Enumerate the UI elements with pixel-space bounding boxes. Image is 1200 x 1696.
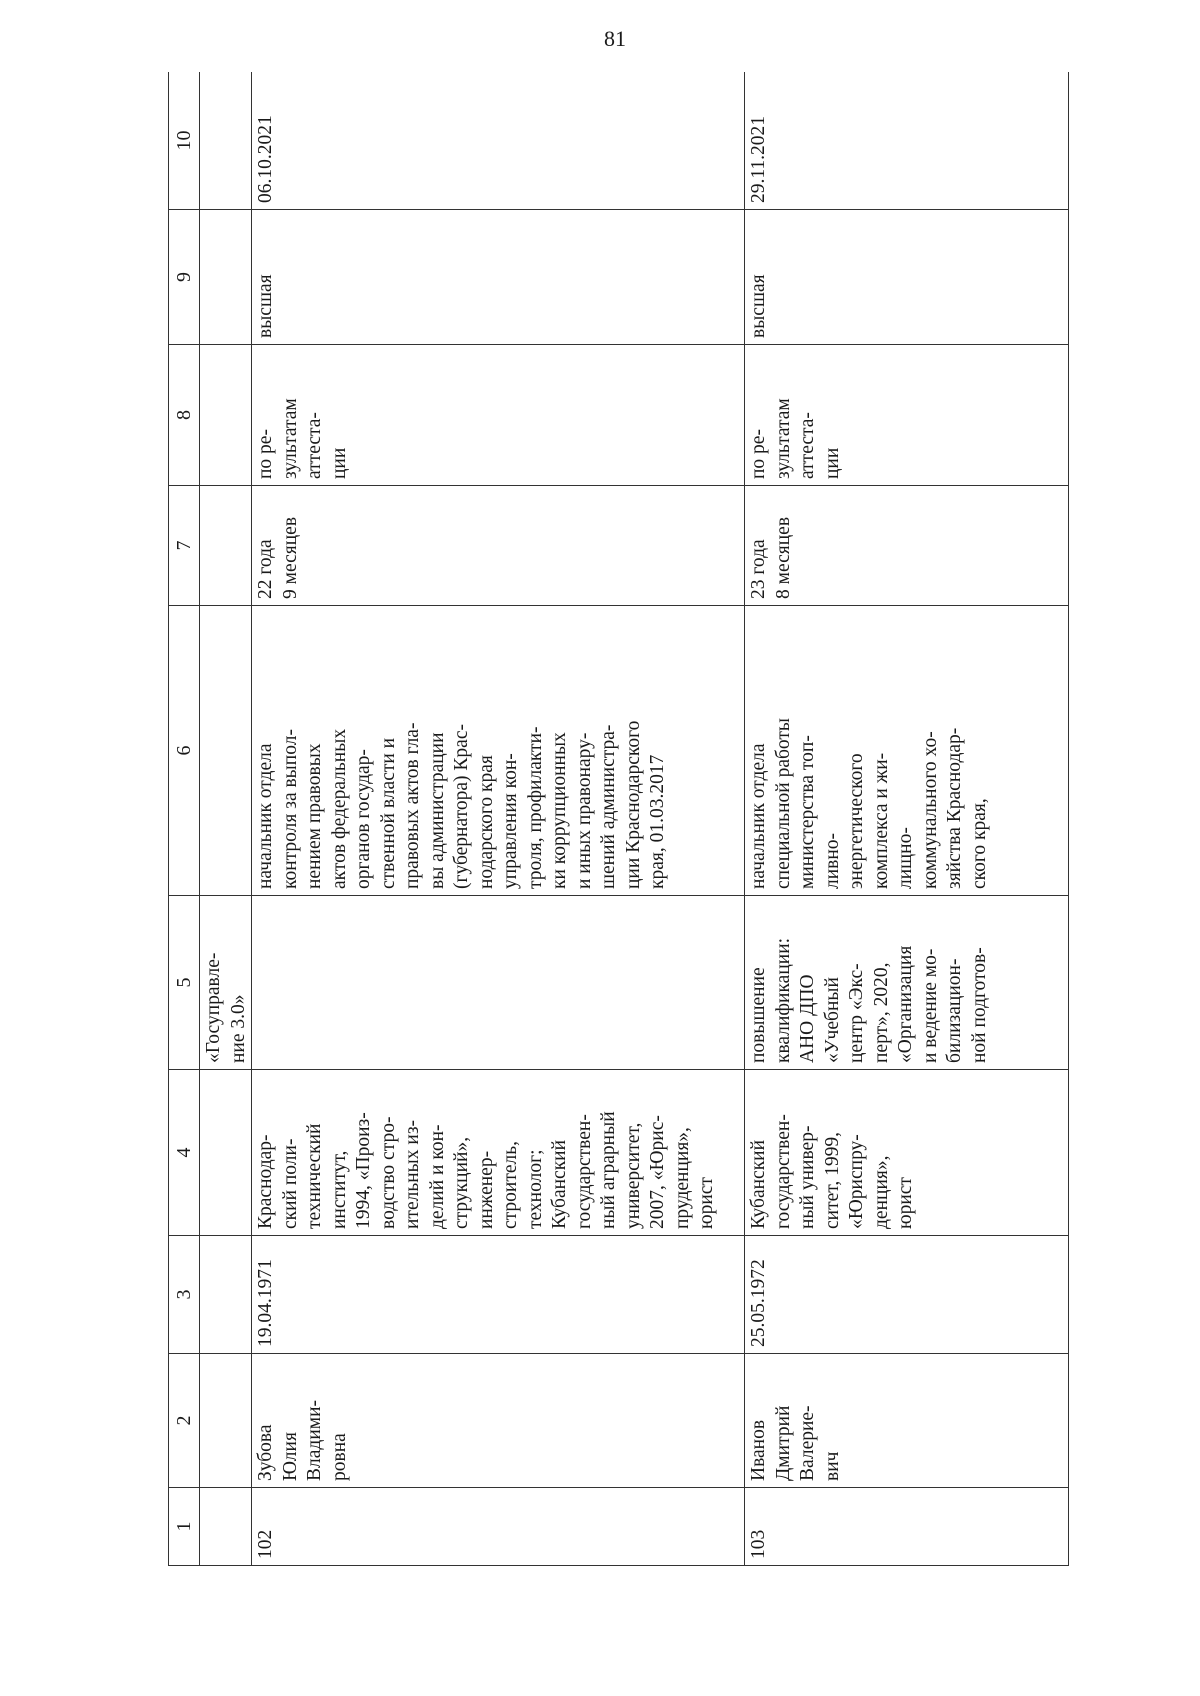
inclusion-basis: по ре- зультатам аттеста- ции (745, 345, 1069, 486)
full-name: Иванов Дмитрий Валерие- вич (745, 1354, 1069, 1488)
column-header: 9 (169, 210, 200, 345)
table-row (252, 72, 745, 1566)
inclusion-basis: по ре- зультатам аттеста- ции (252, 345, 745, 486)
education: Краснодар- ский поли- технический институт, 1994, «Произ- водство стро- ительных из- делий и кон- струкций», инженер- строитель, технолог; Кубанский государствен- ный аграрный университет, 2007, «Юрис- пруденция», юрист (252, 1070, 745, 1236)
table-cell (200, 1236, 252, 1354)
education: Кубанский государствен- ный универ- ситет, 1999, «Юриспру- денция», юрист (745, 1070, 1069, 1236)
full-name: Зубова Юлия Владими- ровна (252, 1354, 745, 1488)
column-header: 7 (169, 486, 200, 606)
additional-training (252, 896, 745, 1070)
table-cell: «Госуправле- ние 3.0» (200, 896, 252, 1070)
column-header: 4 (169, 1070, 200, 1236)
inclusion-date: 06.10.2021 (252, 72, 745, 210)
column-header: 10 (169, 72, 200, 210)
inclusion-date: 29.11.2021 (745, 72, 1069, 210)
column-header: 6 (169, 606, 200, 896)
column-header: 2 (169, 1354, 200, 1488)
table-cell (200, 210, 252, 345)
table-cell (200, 486, 252, 606)
table-cell (200, 606, 252, 896)
qualification-category: высшая (252, 210, 745, 345)
experience: 22 года 9 месяцев (252, 486, 745, 606)
experience: 23 года 8 месяцев (745, 486, 1069, 606)
table-region (168, 72, 1069, 1566)
table-row (745, 72, 1069, 1566)
table-cell (200, 1488, 252, 1566)
additional-training: повышение квалификации: АНО ДПО «Учебный центр «Экс- перт», 2020, «Организация и ведение мо- билизацион- ной подготов- (745, 896, 1069, 1070)
row-number: 103 (745, 1488, 1069, 1566)
column-number-row (169, 72, 200, 1566)
page-number: 81 (604, 26, 626, 51)
birth-date: 19.04.1971 (252, 1236, 745, 1354)
row-number: 102 (252, 1488, 745, 1566)
position: начальник отдела контроля за выпол- нением правовых актов федеральных органов государ- ственной власти и правовых актов гла- вы администрации (губернатора) Крас- нодарского края управления кон- троля, профилакти- ки коррупционных и иных правонару- шений администра- ции Краснодарского края, 01.03.2017 (252, 606, 745, 896)
rotated-table-container (168, 72, 1069, 1566)
table-cell (200, 72, 252, 210)
column-header: 8 (169, 345, 200, 486)
column-header: 5 (169, 896, 200, 1070)
birth-date: 25.05.1972 (745, 1236, 1069, 1354)
table-cell (200, 1070, 252, 1236)
column-header: 3 (169, 1236, 200, 1354)
column-header: 1 (169, 1488, 200, 1566)
continuation-row (200, 72, 252, 1566)
qualification-category: высшая (745, 210, 1069, 345)
table-cell (200, 345, 252, 486)
position: начальник отдела специальной работы министерства топ- ливно- энергетического комплекса и жи- лищно- коммунального хо- зяйства Краснодар- ского края, (745, 606, 1069, 896)
personnel-table (168, 72, 1069, 1566)
table-cell (200, 1354, 252, 1488)
